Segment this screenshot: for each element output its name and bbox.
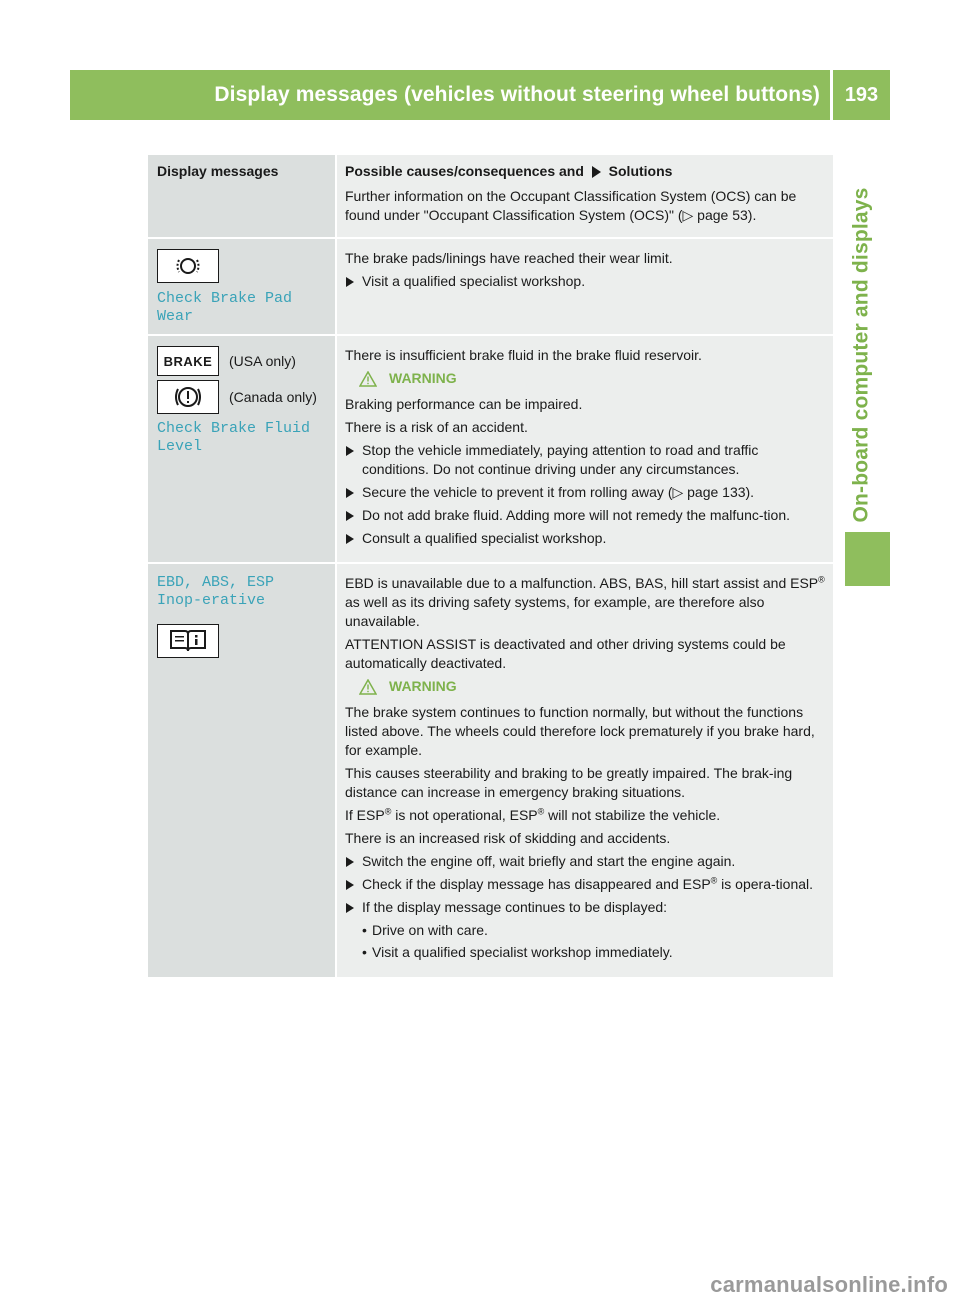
list-item: • Drive on with care. xyxy=(362,922,488,938)
usa-only-label: (USA only) xyxy=(229,352,296,369)
bullet-arrow-icon xyxy=(346,511,354,521)
brake-usa-icon: BRAKE xyxy=(157,346,219,376)
msg-ebd-abs-esp-inoperative: EBD, ABS, ESP Inop-erative xyxy=(157,574,275,609)
warning-icon xyxy=(359,679,377,695)
col-header-causes: Possible causes/consequences and xyxy=(345,163,584,179)
warning-icon xyxy=(359,371,377,387)
warning-heading: WARNING xyxy=(359,369,827,388)
bullet-arrow-icon xyxy=(346,857,354,867)
msg-check-brake-fluid-level: Check Brake Fluid Level xyxy=(157,420,311,455)
page-header xyxy=(70,70,830,120)
display-messages-table xyxy=(148,155,833,977)
table-row: BRAKE (USA only) (Canada only) Check Brake Fluid Level There is insufficient brake fluid in the brake fluid reservoir. WARNING Braking performance can be impaired. There is a risk of an accident. Stop the vehicle immediately, paying attention to road and traffic conditions. Do not continue driving under any circumstances. Secure the vehicle to prevent it from rolling away (▷ page 133). Do not add brake fluid. Adding more will not remedy the malfunc-tion. Consult a qualified specialist workshop. xyxy=(148,334,833,562)
col-header-messages: Display messages xyxy=(148,155,335,185)
side-tab-label: On-board computer and displays xyxy=(849,187,873,523)
bullet-arrow-icon xyxy=(346,880,354,890)
row1-text: The brake pads/linings have reached their wear limit. xyxy=(345,250,673,266)
col-header-solutions-label: Solutions xyxy=(608,163,673,179)
bullet-arrow-icon xyxy=(346,446,354,456)
bullet-arrow-icon xyxy=(346,277,354,287)
bullet-arrow-icon xyxy=(346,488,354,498)
col-header-solutions xyxy=(337,155,833,185)
header-title: Display messages (vehicles without steering wheel buttons) xyxy=(214,83,820,106)
solution-arrow-icon xyxy=(592,166,601,178)
table-header-row xyxy=(148,155,833,185)
warning-heading: WARNING xyxy=(359,677,827,696)
table-row: EBD, ABS, ESP Inop-erative EBD is unavailable due to a malfunction. ABS, BAS, hill start assist and ESP® as well as its driving safety systems, for example, are therefore also unavailable. ATTENTION ASSIST is deactivated and other driving systems could be automatically deactivated. WARNING The brake system continues to function normally, but without the functions listed above. The wheels could therefore lock prematurely if you brake hard, for example. This causes steerability and braking to be greatly impaired. The brak-ing distance can increase in emergency braking situations. If ESP® is not operational, ESP® will not stabilize the vehicle. There is an increased risk of skidding and accidents. Switch the engine off, wait briefly and start the engine again. Check if the display message has disappeared and ESP® is opera-tional. If the display message continues to be displayed: • Drive on with care. • Visit a qualified specialist workshop immediately. xyxy=(148,562,833,977)
watermark: carmanualsonline.info xyxy=(710,1272,948,1297)
owner-manual-info-icon xyxy=(157,624,219,658)
msg-check-brake-pad-wear: Check Brake Pad Wear xyxy=(157,290,293,325)
table-row xyxy=(148,237,833,334)
row1-bullet: Visit a qualified specialist workshop. xyxy=(345,272,827,291)
list-item: • Visit a qualified specialist workshop immediately. xyxy=(362,944,673,960)
ocs-note: Further information on the Occupant Classification System (OCS) can be found under "Occupant Classification System (OCS)" (▷ page 53). xyxy=(345,188,797,223)
bullet-arrow-icon xyxy=(346,534,354,544)
brake-wear-icon xyxy=(157,249,219,283)
table-row xyxy=(148,185,833,237)
brake-canada-icon xyxy=(157,380,219,414)
side-marker xyxy=(845,532,890,586)
bullet-arrow-icon xyxy=(346,903,354,913)
page-number: 193 xyxy=(833,70,890,120)
canada-only-label: (Canada only) xyxy=(229,388,317,405)
side-tab xyxy=(833,120,890,590)
